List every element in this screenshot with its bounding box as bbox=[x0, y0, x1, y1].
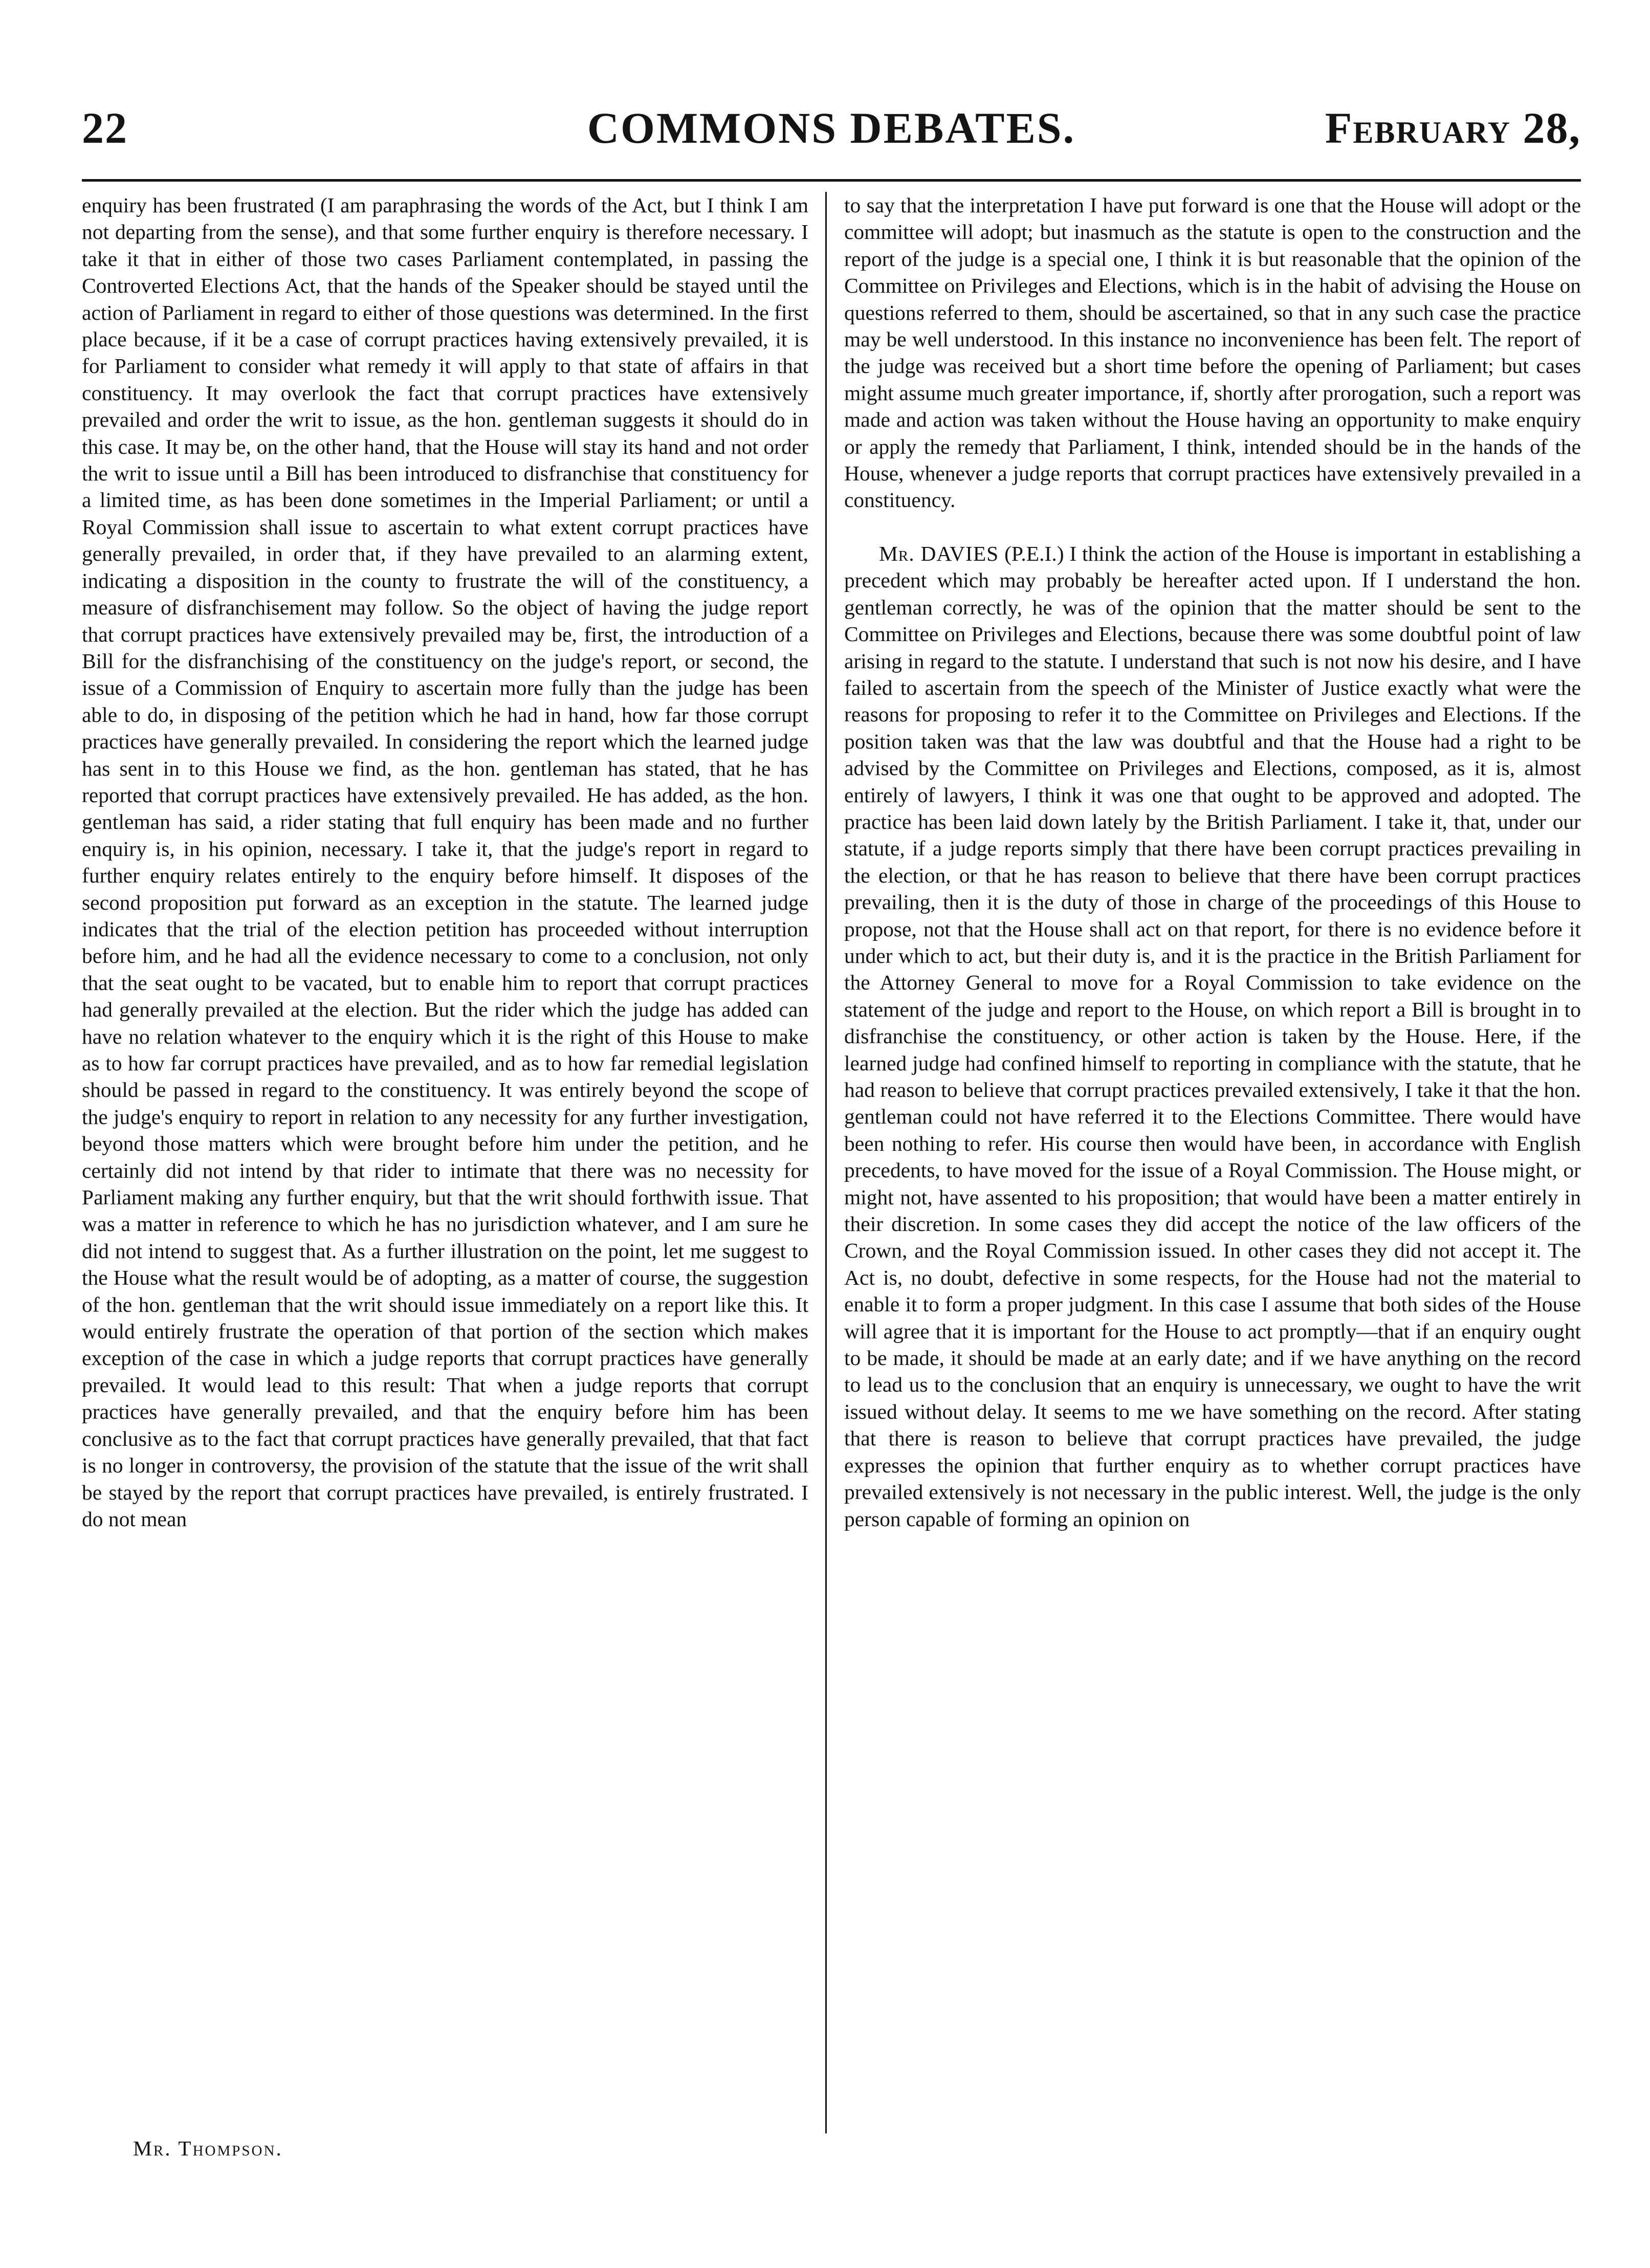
footer-speaker-name: Mr. Thompson. bbox=[133, 2137, 283, 2160]
column-divider bbox=[825, 192, 827, 2133]
running-date: February 28, bbox=[1325, 103, 1581, 152]
speaker-name: Mr. DAVIES bbox=[879, 541, 999, 565]
running-title: COMMONS DEBATES. bbox=[587, 103, 1076, 152]
speaker-riding: (P.E.I.) bbox=[1004, 541, 1064, 565]
left-column bbox=[82, 192, 808, 1532]
right-column bbox=[844, 192, 1581, 1532]
page-number: 22 bbox=[82, 103, 128, 152]
right-column-continuation: to say that the interpretation I have put forward is one that the House will adopt or the committee will adopt; but inasmuch as the statute is open to the construction and the report of the judge is a special one, I think it is but reasonable that the opinion of the Committee on Privileges and Elections, which is in the habit of advising the House on questions referred to them, should be ascertained, so that in any such case the practice may be well understood. In this instance no inconvenience has been felt. The report of the judge was received but a short time before the opening of Parliament; but cases might assume much greater importance, if, shortly after prorogation, such a report was made and action was taken without the House having an opportunity to make enquiry or apply the remedy that Parliament, I think, intended should be in the hands of the House, whenever a judge reports that corrupt practices have extensively prevailed in a constituency. bbox=[844, 193, 1581, 512]
page-header bbox=[82, 102, 1581, 169]
speech-paragraph bbox=[844, 540, 1581, 1532]
header-rule bbox=[82, 179, 1581, 182]
left-column-text: enquiry has been frustrated (I am paraphrasing the words of the Act, but I think I am not departing from the sense), and that some further enquiry is therefore necessary. I take it that in either of those two cases Parliament contemplated, in passing the Controverted Elections Act, that the hands of the Speaker should be stayed until the action of Parliament in regard to either of those questions was determined. In the first place because, if it be a case of corrupt practices having extensively prevailed, it is for Parliament to consider what remedy it will apply to that state of affairs in that constituency. It may overlook the fact that corrupt practices have extensively prevailed and order the writ to issue, as the hon. gentleman suggests it should do in this case. It may be, on the other hand, that the House will stay its hand and not order the writ to issue until a Bill has been introduced to disfranchise that constituency for a limited time, as has been done sometimes in the Imperial Parliament; or until a Royal Commission shall issue to ascertain to what extent corrupt practices have generally prevailed, in order that, if they have prevailed to an alarming extent, indicating a disposition in the county to frustrate the will of the constituency, a measure of disfranchisement may follow. So the object of having the judge report that corrupt practices have extensively prevailed may be, first, the introduction of a Bill for the disfranchising of the constituency on the judge's report, or second, the issue of a Commission of Enquiry to ascertain more fully than the judge has been able to do, in disposing of the petition which he had in hand, how far those corrupt practices have generally prevailed. In considering the report which the learned judge has sent in to this House we find, as the hon. gentleman has stated, that he has reported that corrupt practices have extensively prevailed. He has added, as the hon. gentleman has said, a rider stating that full enquiry has been made and no further enquiry is, in his opinion, necessary. I take it, that the judge's report in regard to further enquiry relates entirely to the enquiry before himself. It disposes of the second proposition put forward as an exception in the statute. The learned judge indicates that the trial of the election petition has proceeded without interruption before him, and he had all the evidence necessary to come to a conclusion, not only that the seat ought to be vacated, but to enable him to report that corrupt practices had generally prevailed at the election. But the rider which the judge has added can have no relation whatever to the enquiry which it is the right of this House to make as to how far corrupt practices have prevailed, and as to how far remedial legislation should be passed in regard to the constituency. It was entirely beyond the scope of the judge's enquiry to report in relation to any necessity for any further investigation, beyond those matters which were brought before him under the petition, and he certainly did not intend by that rider to intimate that there was no necessity for Parliament making any further enquiry, but that the writ should forthwith issue. That was a matter in reference to which he has no jurisdiction whatever, and I am sure he did not intend to suggest that. As a further illustration on the point, let me suggest to the House what the result would be of adopting, as a matter of course, the suggestion of the hon. gentleman that the writ should issue immediately on a report like this. It would entirely frustrate the operation of that portion of the section which makes exception of the case in which a judge reports that corrupt practices have generally prevailed. It would lead to this result: That when a judge reports that corrupt practices have generally prevailed, and that the enquiry before him has been conclusive as to the fact that corrupt practices have generally prevailed, that that fact is no longer in controversy, the provision of the statute that the issue of the writ shall be stayed by the report that corrupt practices have prevailed, is entirely frustrated. I do not mean bbox=[82, 193, 808, 1531]
speech-text: I think the action of the House is important in establishing a precedent which may probably be hereafter acted upon. If I understand the hon. gentleman correctly, he was of the opinion that the matter should be sent to the Committee on Privileges and Elections, because there was some doubtful point of law arising in regard to the statute. I understand that such is not now his desire, and I have failed to ascertain from the speech of the Minister of Justice exactly what were the reasons for proposing to refer it to the Committee on Privileges and Elections. If the position taken was that the law was doubtful and that the House had a right to be advised by the Committee on Privileges and Elections, composed, as it is, almost entirely of lawyers, I think it was one that ought to be approved and adopted. The practice has been laid down lately by the British Parliament. I take it, that, under our statute, if a judge reports simply that there have been corrupt practices prevailing in the election, or that he has reason to believe that there have been corrupt practices prevailing, then it is the duty of those in charge of the proceedings of this House to propose, not that the House shall act on that report, for there is no evidence before it under which to act, but their duty is, and it is the practice in the British Parliament for the Attorney General to move for a Royal Commission to take evidence on the statement of the judge and report to the House, on which report a Bill is brought in to disfranchise the constituency, or other action is taken by the House. Here, if the learned judge had confined himself to reporting in compliance with the statute, that he had reason to believe that corrupt practices prevailed extensively, I take it that the hon. gentleman could not have referred it to the Elections Committee. There would have been nothing to refer. His course then would have been, in accordance with English precedents, to have moved for the issue of a Royal Commission. The House might, or might not, have assented to his proposition; that would have been a matter entirely in their discretion. In some cases they did accept the notice of the law officers of the Crown, and the Royal Commission issued. In other cases they did not accept it. The Act is, no doubt, defective in some respects, for the House had not the material to enable it to form a proper judgment. In this case I assume that both sides of the House will agree that it is important for the House to act promptly—that if an enquiry ought to be made, it should be made at an early date; and if we have anything on the record to lead us to the conclusion that an enquiry is unnecessary, we ought to have the writ issued without delay. It seems to me we have something on the record. After stating that there is reason to believe that corrupt practices have prevailed, the judge expresses the opinion that further enquiry as to whether corrupt practices have prevailed extensively is not necessary in the public interest. Well, the judge is the only person capable of forming an opinion on bbox=[844, 541, 1581, 1531]
